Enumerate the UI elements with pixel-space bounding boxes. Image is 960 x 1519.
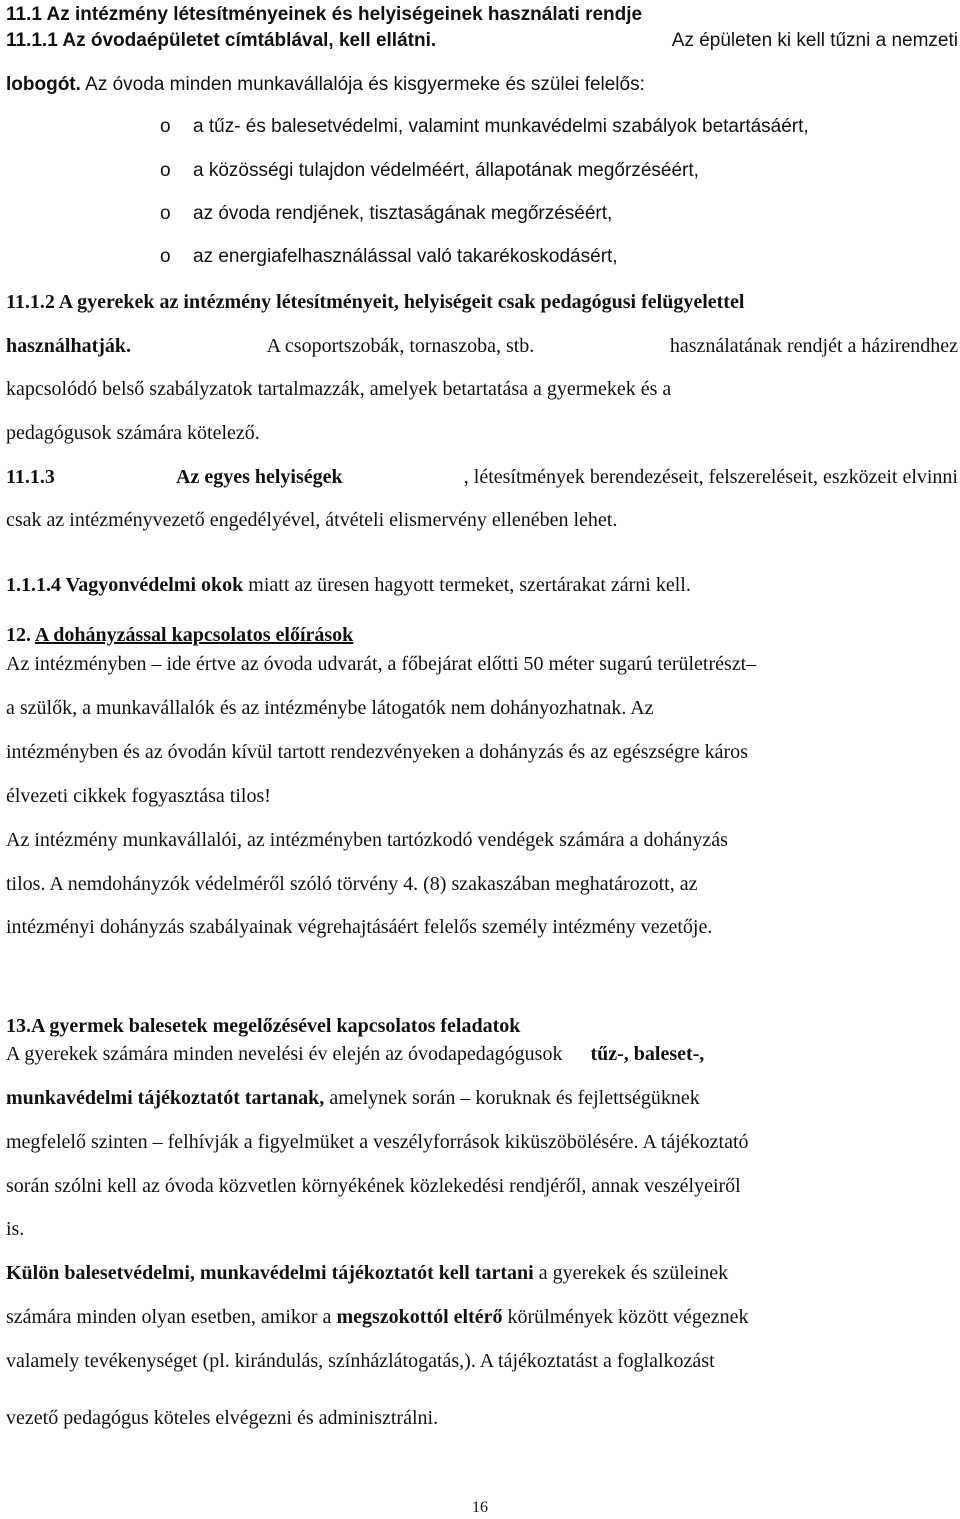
paragraph-1-1-1-4 [6, 573, 691, 597]
section-12-title: A dohányzással kapcsolatos előírások [34, 624, 354, 646]
section-13-line5: is. [6, 1218, 25, 1240]
section-12-line: tilos. A nemdohányzók védelméről szóló törvény 4. (8) szakaszában meghatározott, az [6, 873, 698, 895]
section-13-text: számára minden olyan esetben, amikor a [6, 1306, 337, 1328]
paragraph-11-1-2-line2 [6, 334, 958, 358]
paragraph-11-1-3-line1 [6, 465, 958, 489]
list-item-text: a közösségi tulajdon védelméért, állapotának megőrzéséért, [193, 160, 699, 181]
bullet-marker: o [160, 160, 171, 181]
paragraph-11-1-1-bold: 11.1.1 Az óvodaépületet címtáblával, kell ellátni. [6, 30, 437, 51]
section-12-line: Az intézményben – ide értve az óvoda udvarát, a főbejárat előtti 50 méter sugarú területrészt– [6, 653, 757, 675]
section-13-line8: valamely tevékenységet (pl. kirándulás, színházlátogatás,). A tájékoztatást a foglalkozást [6, 1350, 715, 1372]
section-12-line: a szülők, a munkavállalók és az intézménybe látogatók nem dohányozhatnak. Az [6, 697, 654, 719]
section-13-text: körülmények között végeznek [502, 1306, 749, 1328]
section-13-line3: megfelelő szinten – felhívják a figyelmüket a veszélyforrások kiküszöbölésére. A tájékoztató [6, 1131, 749, 1153]
paragraph-11-1-2-line1: 11.1.2 A gyerekek az intézmény létesítményeit, helyiségeit csak pedagógusi felügyelettel [6, 291, 745, 313]
section-heading-11-1: 11.1 Az intézmény létesítményeinek és helyiségeinek használati rendje [6, 4, 643, 25]
section-12-line: intézményi dohányzás szabályainak végrehajtásáért felelős személy intézmény vezetője. [6, 916, 713, 938]
paragraph-11-1-1-text: Az épületen ki kell tűzni a nemzeti [671, 30, 958, 51]
paragraph-11-1-2-bold: használhatják. [6, 335, 132, 357]
bullet-marker: o [160, 116, 171, 137]
section-13-line7 [6, 1305, 749, 1329]
section-13-line1 [6, 1042, 704, 1066]
section-13-text: amelynek során – koruknak és fejlettségüknek [324, 1087, 700, 1109]
section-12-line: Az intézmény munkavállalói, az intézményben tartózkodó vendégek számára a dohányzás [6, 829, 728, 851]
paragraph-11-1-2-line4: pedagógusok számára kötelező. [6, 422, 260, 444]
paragraph-11-1-1-bold-cont: lobogót. [6, 74, 81, 95]
section-13-line4: során szólni kell az óvoda közvetlen környékének közlekedési rendjéről, annak veszélyeiről [6, 1175, 741, 1197]
bullet-marker: o [160, 203, 171, 224]
bullet-marker: o [160, 246, 171, 267]
paragraph-11-1-3-text: , létesítmények berendezéseit, felszereléseit, eszközeit elvinni [463, 466, 958, 488]
section-13-bold: munkavédelmi tájékoztatót tartanak, [6, 1087, 325, 1109]
list-item [0, 116, 960, 138]
section-12-line: élvezeti cikkek fogyasztása tilos! [6, 785, 271, 807]
page-number: 16 [472, 1499, 488, 1516]
section-13-bold: megszokottól eltérő [336, 1306, 503, 1328]
section-13-bold: tűz-, baleset-, [590, 1043, 705, 1065]
list-item [0, 246, 960, 268]
paragraph-11-1-2-text-a: A csoportszobák, tornaszoba, stb. [266, 335, 535, 357]
section-heading-12 [6, 623, 353, 647]
section-13-bold: Külön balesetvédelmi, munkavédelmi tájékoztatót kell tartani [6, 1262, 534, 1284]
paragraph-11-1-1-line1 [6, 30, 958, 52]
paragraph-11-1-2-line3: kapcsolódó belső szabályzatok tartalmazzák, amelyek betartatása a gyermekek és a [6, 378, 672, 400]
paragraph-11-1-3-line2: csak az intézményvezető engedélyével, átvételi elismervény ellenében lehet. [6, 509, 618, 531]
list-item-text: az óvoda rendjének, tisztaságának megőrzéséért, [193, 203, 613, 224]
section-13-text: a gyerekek és szüleinek [533, 1262, 729, 1284]
paragraph-1-1-1-4-bold: 1.1.1.4 Vagyonvédelmi okok [6, 574, 244, 596]
section-13-text: A gyerekek számára minden nevelési év elején az óvodapedagógusok [6, 1043, 563, 1065]
paragraph-11-1-2-text-b: használatának rendjét a házirendhez [669, 335, 958, 357]
list-item-text: a tűz- és balesetvédelmi, valamint munkavédelmi szabályok betartásáért, [193, 116, 809, 137]
paragraph-1-1-1-4-text: miatt az üresen hagyott termeket, szertárakat zárni kell. [243, 574, 691, 596]
paragraph-11-1-1-text-cont: Az óvoda minden munkavállalója és kisgyermeke és szülei felelős: [85, 74, 645, 95]
list-item-text: az energiafelhasználással való takarékoskodásért, [193, 246, 618, 267]
list-item [0, 203, 960, 225]
section-13-line6 [6, 1261, 728, 1285]
paragraph-11-1-3-number: 11.1.3 [6, 466, 55, 488]
section-13-line9: vezető pedagógus köteles elvégezni és adminisztrálni. [6, 1407, 439, 1429]
section-12-line: intézményben és az óvodán kívül tartott rendezvényeken a dohányzás és az egészségre káros [6, 741, 748, 763]
section-12-number: 12. [6, 624, 31, 646]
paragraph-11-1-1-line2 [6, 74, 645, 96]
section-heading-13: 13.A gyermek balesetek megelőzésével kapcsolatos feladatok [6, 1015, 521, 1037]
list-item [0, 160, 960, 182]
section-13-line2 [6, 1086, 700, 1110]
paragraph-11-1-3-bold: Az egyes helyiségek [176, 466, 343, 488]
